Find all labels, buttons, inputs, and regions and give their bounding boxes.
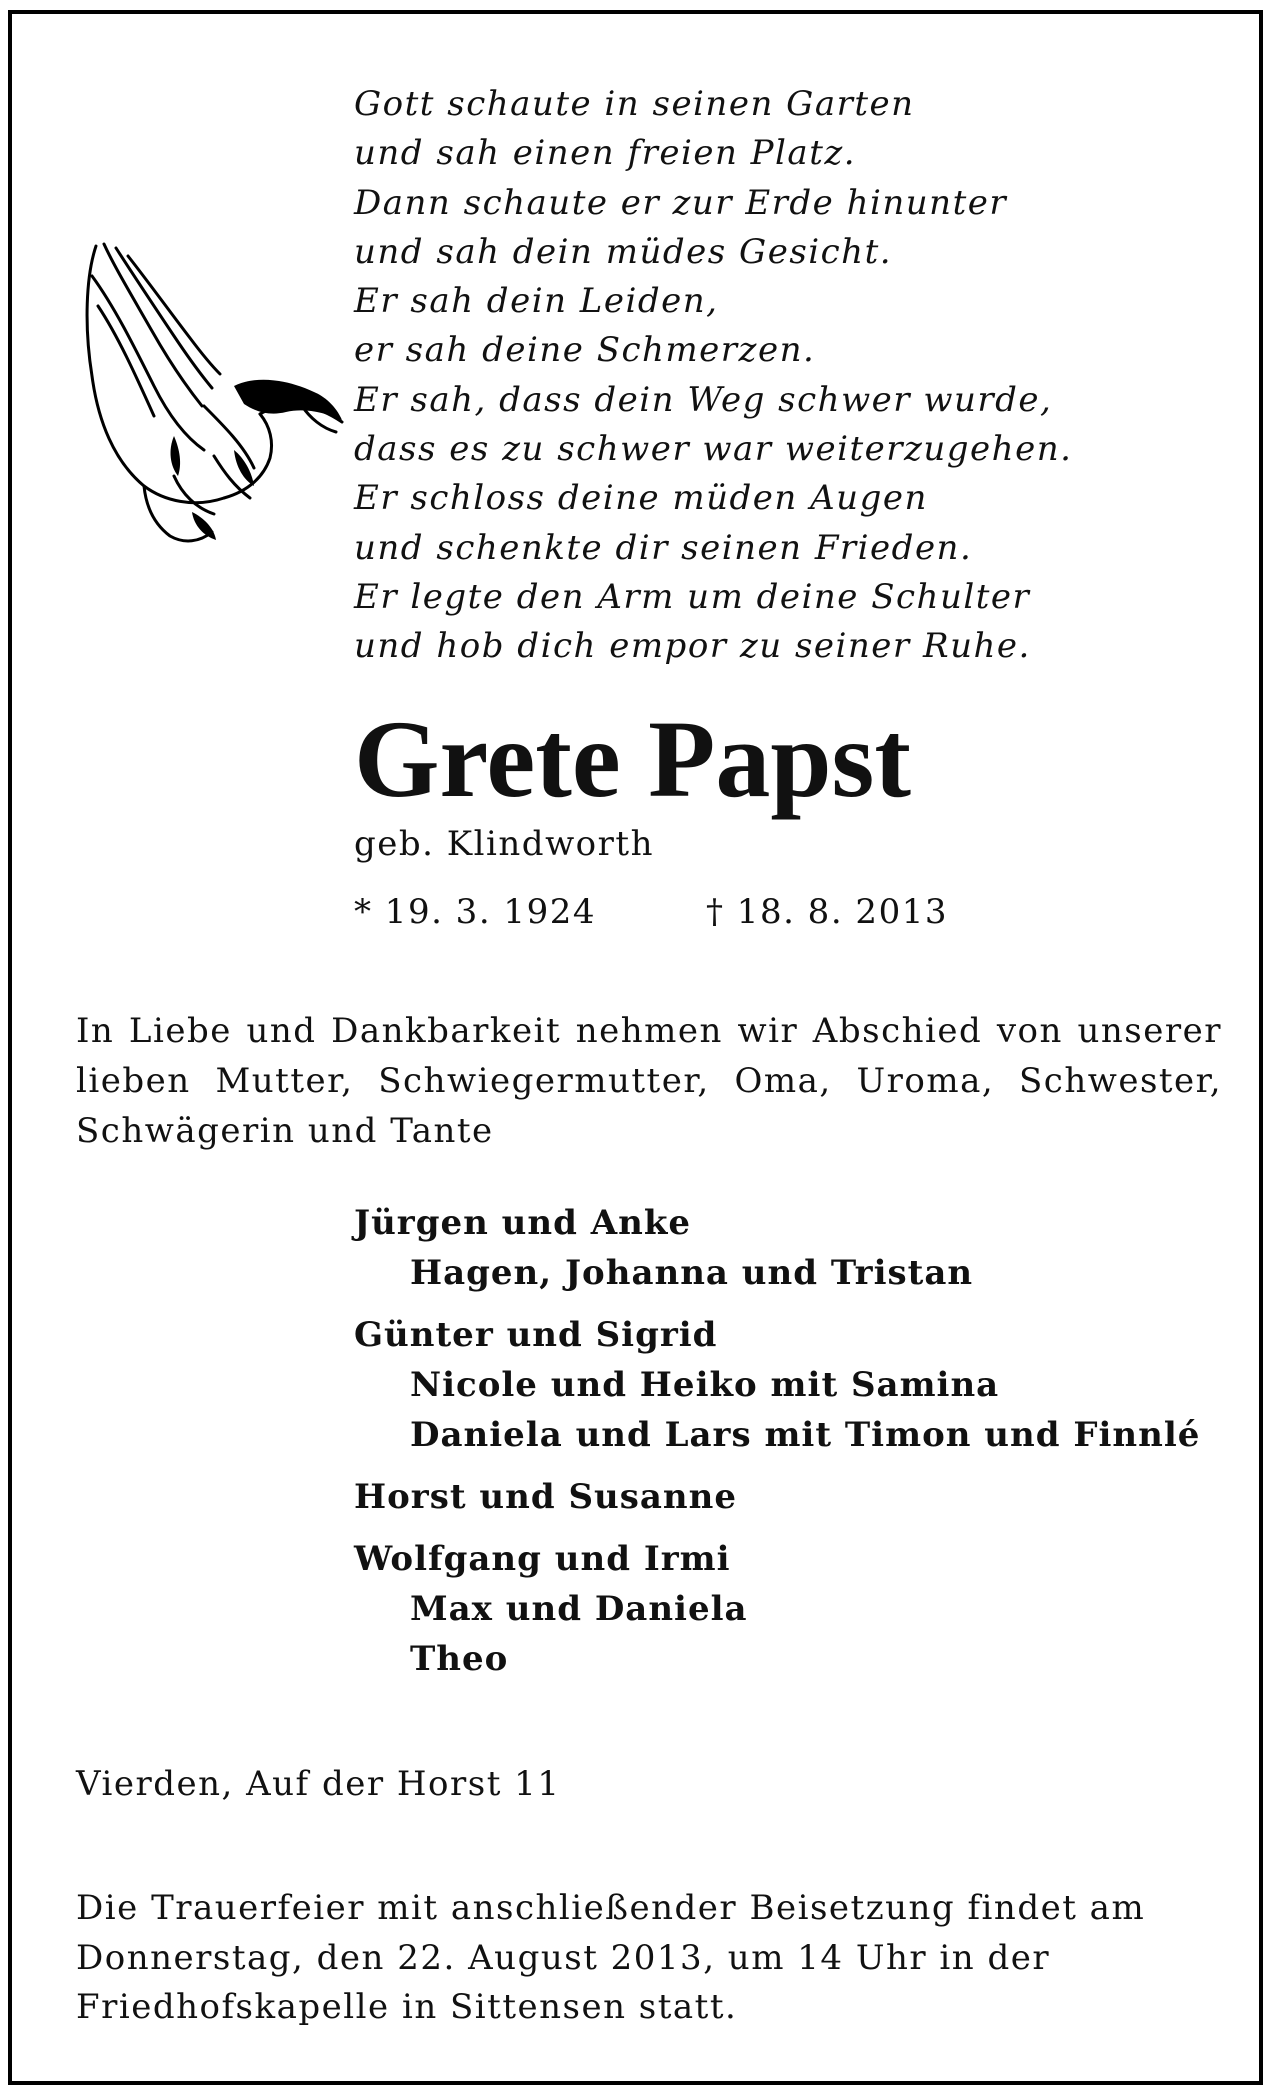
poem-line: Er schloss deine müden Augen xyxy=(354,478,928,519)
family-group xyxy=(354,1310,1200,1460)
poem-line: Er legte den Arm um deine Schulter xyxy=(354,576,1031,617)
family-parents: Horst und Susanne xyxy=(354,1477,737,1517)
birth-date: * 19. 3. 1924 xyxy=(354,892,596,932)
poem-line: Dann schaute er zur Erde hinunter xyxy=(354,182,1008,223)
service-line: Friedhofskapelle in Sittensen statt. xyxy=(76,1987,738,2027)
family-children: Daniela und Lars mit Timon und Finnlé xyxy=(410,1415,1201,1455)
praying-hands-icon xyxy=(74,236,344,546)
poem-line: und hob dich empor zu seiner Ruhe. xyxy=(354,626,1031,667)
poem-line: und sah einen freien Platz. xyxy=(354,133,857,174)
funeral-service-info xyxy=(76,1884,1226,2033)
poem-line: Gott schaute in seinen Garten xyxy=(354,84,915,124)
poem-line: Er sah dein Leiden, xyxy=(354,281,719,322)
mourners-list xyxy=(354,1198,1200,1696)
poem-line: und sah dein müdes Gesicht. xyxy=(354,231,893,272)
death-date: † 18. 8. 2013 xyxy=(706,892,948,932)
family-parents: Günter und Sigrid xyxy=(354,1315,718,1355)
obituary-notice xyxy=(8,10,1263,2085)
family-children: Hagen, Johanna und Tristan xyxy=(410,1253,974,1293)
family-parents: Wolfgang und Irmi xyxy=(354,1539,731,1579)
family-children: Theo xyxy=(410,1639,509,1679)
maiden-name: geb. Klindworth xyxy=(354,824,654,864)
farewell-text: In Liebe und Dankbarkeit nehmen wir Abschied von unserer lieben Mutter, Schwiegermutter, Oma, Uroma, Schwester, Schwägerin und Tante xyxy=(76,1011,1222,1151)
service-line: Donnerstag, den 22. August 2013, um 14 Uhr in der xyxy=(76,1937,1051,1978)
family-group xyxy=(354,1198,1200,1298)
poem-line: dass es zu schwer war weiterzugehen. xyxy=(354,429,1073,470)
service-line: Die Trauerfeier mit anschließender Beisetzung findet am xyxy=(76,1888,1146,1928)
family-children: Max und Daniela xyxy=(410,1589,748,1629)
poem-line: Er sah, dass dein Weg schwer wurde, xyxy=(354,379,1053,420)
address: Vierden, Auf der Horst 11 xyxy=(76,1764,561,1804)
poem xyxy=(354,80,1072,672)
family-parents: Jürgen und Anke xyxy=(354,1203,692,1243)
poem-line: er sah deine Schmerzen. xyxy=(354,330,816,371)
family-children: Nicole und Heiko mit Samina xyxy=(410,1365,1000,1405)
family-group xyxy=(354,1472,1200,1522)
family-group xyxy=(354,1534,1200,1684)
poem-line: und schenkte dir seinen Frieden. xyxy=(354,527,973,568)
deceased-name: Grete Papst xyxy=(354,698,911,820)
